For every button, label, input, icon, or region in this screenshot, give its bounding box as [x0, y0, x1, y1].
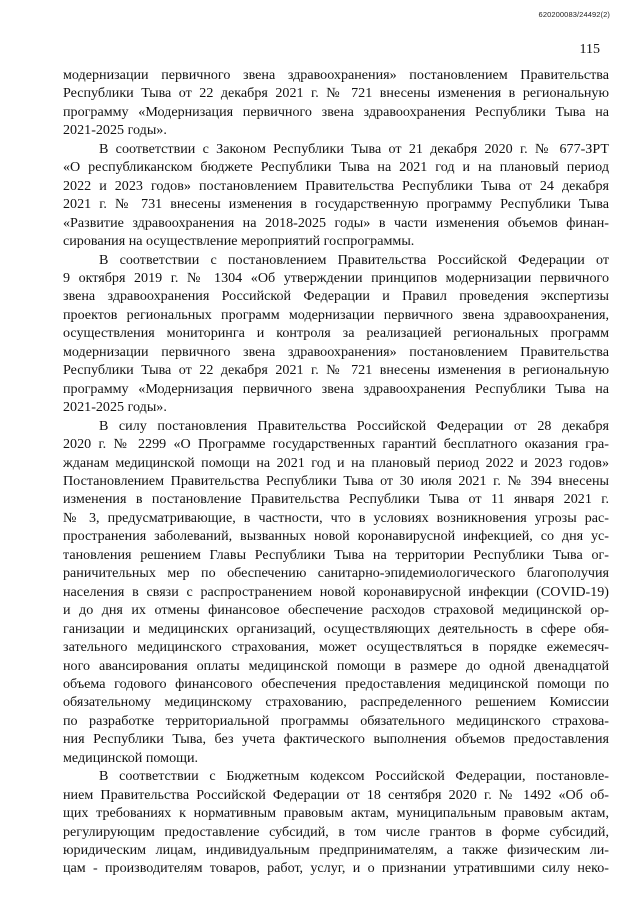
paragraph [63, 140, 609, 251]
paragraph [63, 417, 609, 768]
page-number: 115 [579, 42, 600, 57]
text-line: по разработке территориальной программы обязательного медицинского страхова- [63, 712, 609, 729]
text-line: Республики Тыва от 22 декабря 2021 г. № 721 внесены изменения в региональную [63, 362, 609, 379]
text-line: В соответствии с постановлением Правительства Российской Федерации от [99, 251, 609, 268]
text-line: 2021-2025 годы». [63, 399, 167, 416]
text-line: медицинской помощи. [63, 749, 199, 766]
text-line: «Развитие здравоохранения на 2018-2025 годы» в части изменения объемов финан- [63, 214, 609, 231]
text-line: программу «Модернизация первичного звена здравоохранения Республики Тыва на [63, 380, 609, 397]
text-line: объема годового финансового обеспечения предоставления медицинской помощи по [63, 675, 609, 692]
text-line: цам - производителям товаров, работ, услуг, и о признании утратившими силу неко- [63, 860, 609, 877]
document-body [63, 66, 609, 878]
text-line: звена здравоохранения Российской Федерации и Правил проведения экспертизы [63, 288, 609, 305]
text-line: проектов региональных программ модернизации первичного звена здравоохранения, [63, 306, 609, 323]
document-registration-code: 620200083/24492(2) [538, 10, 610, 19]
text-line: населения в связи с распространением новой коронавирусной инфекции (COVID-19) [63, 583, 609, 600]
text-line: пространения заболеваний, вызванных новой коронавирусной инфекцией, со дня ус- [63, 528, 609, 545]
text-line: ного авансирования оплаты медицинской помощи в размере до одной двенадцатой [63, 657, 609, 674]
text-line: регулирующим предоставление субсидий, в том числе грантов в форме субсидий, [63, 823, 609, 840]
paragraph [63, 767, 609, 878]
text-line: тановления решением Главы Республики Тыва на территории Республики Тыва ог- [63, 546, 609, 563]
text-line: осуществления мониторинга и контроля за реализацией региональных программ [63, 325, 609, 342]
text-line: программу «Модернизация первичного звена здравоохранения Республики Тыва на [63, 103, 609, 120]
text-line: щих требованиях к нормативным правовым актам, муниципальным правовым актам, [63, 805, 609, 822]
text-line: «О республиканском бюджете Республики Тыва на 2021 год и на плановый период [63, 159, 609, 176]
text-line: сирования на осуществление мероприятий госпрограммы. [63, 233, 415, 250]
text-line: 9 октября 2019 г. № 1304 «Об утверждении принципов модернизации первичного [63, 269, 609, 286]
text-line: модернизации первичного звена здравоохранения» постановлением Правительства [63, 343, 609, 360]
text-line: модернизации первичного звена здравоохранения» постановлением Правительства [63, 67, 609, 83]
text-line: и до дня их отмены финансовое обеспечение расходов страховой медицинской ор- [63, 602, 609, 619]
text-line: В силу постановления Правительства Российской Федерации от 28 декабря [99, 417, 609, 434]
text-line: жданам медицинской помощи на 2021 год и на плановый период 2022 и 2023 годов» [63, 454, 609, 471]
text-line: изменения в постановление Правительства Республики Тыва от 11 января 2021 г. [63, 491, 609, 508]
text-line: нием Правительства Российской Федерации от 18 сентября 2020 г. № 1492 «Об об- [63, 786, 609, 803]
text-line: юридическим лицам, индивидуальным предпринимателям, а также физическим ли- [63, 842, 609, 859]
text-line: зательного медицинского страхования, может осуществляться в порядке ежемесяч- [63, 639, 609, 656]
paragraph [63, 66, 609, 140]
text-line: 2021 г. № 731 внесены изменения в государственную программу Республики Тыва [63, 196, 609, 213]
text-line: В соответствии с Законом Республики Тыва от 21 декабря 2020 г. № 677-ЗРТ [99, 140, 609, 157]
text-line: раничительных мер по обеспечению санитарно-эпидемиологического благополучия [63, 565, 609, 582]
text-line: ганизации и медицинских организаций, осуществляющих деятельность в сфере обя- [63, 620, 609, 637]
text-line: обязательному медицинскому страхованию, распределенного решением Комиссии [63, 694, 609, 711]
text-line: № 3, предусматривающие, в частности, что в условиях возникновения угрозы рас- [63, 509, 609, 526]
text-line: Постановлением Правительства Республики Тыва от 30 июля 2021 г. № 394 внесены [63, 472, 609, 489]
text-line: 2021-2025 годы». [63, 122, 167, 139]
text-line: 2020 г. № 2299 «О Программе государственных гарантий бесплатного оказания гра- [63, 436, 609, 453]
paragraph [63, 251, 609, 417]
text-line: ния Республики Тыва, без учета фактического выполнения объемов предоставления [63, 731, 609, 748]
text-line: Республики Тыва от 22 декабря 2021 г. № 721 внесены изменения в региональную [63, 85, 609, 102]
text-line: В соответствии с Бюджетным кодексом Российской Федерации, постановле- [99, 768, 609, 785]
text-line: 2022 и 2023 годов» постановлением Правительства Республики Тыва от 24 декабря [63, 177, 609, 194]
